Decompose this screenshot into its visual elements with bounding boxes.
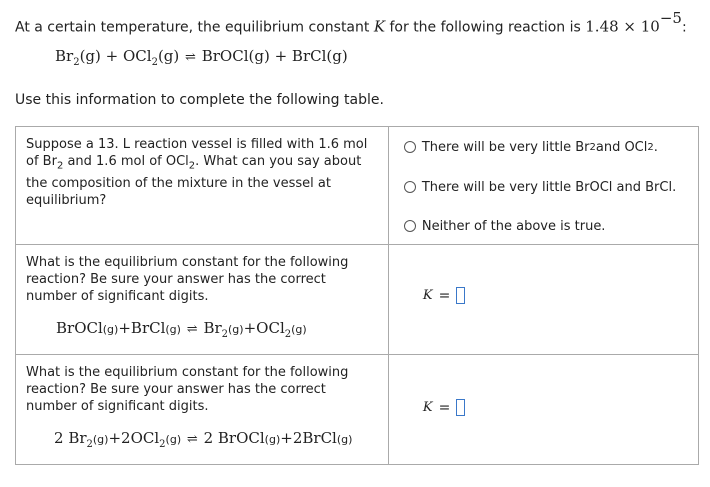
table-row — [16, 127, 699, 245]
reaction-equation-3 — [16, 415, 388, 450]
eq-coef: 2 — [54, 429, 69, 447]
question-cell — [16, 355, 389, 465]
reactant-br2-sub: 2 — [73, 57, 80, 68]
plus-sign: + — [108, 429, 122, 447]
question-part: . What can you say about the composition of the mixture in the vessel at equilibrium? — [26, 154, 362, 208]
answer-table — [15, 126, 699, 465]
product-brcl-phase: (g) — [326, 47, 348, 65]
eq-phase: (g) — [264, 433, 281, 446]
radio-option-little-reactants[interactable] — [404, 137, 698, 157]
radio-button[interactable] — [404, 141, 416, 153]
product-brocl: BrOCl — [201, 47, 249, 65]
intro-middle: for the following reaction is — [385, 19, 586, 36]
question-text — [16, 127, 388, 209]
eq-coef: 2 — [121, 429, 131, 447]
question-part: and 1.6 mol of OCl — [63, 154, 189, 169]
answer-cell — [388, 245, 698, 355]
option-sub: 2 — [647, 141, 654, 153]
question-part: Suppose a 13. L reaction vessel is filled with 1.6 mol of Br — [26, 137, 368, 169]
intro-prefix: At a certain temperature, the equilibrium constant — [15, 19, 374, 36]
reaction-equation — [55, 47, 348, 68]
eq-term: BrOCl — [217, 429, 265, 447]
question-cell — [16, 245, 389, 355]
reactant-ocl2: OCl — [123, 47, 152, 65]
k-answer-input[interactable] — [456, 287, 465, 304]
eq-phase: (g) — [165, 433, 182, 446]
options-cell — [388, 127, 698, 245]
question-cell — [16, 127, 389, 245]
reactant-br2: Br — [55, 47, 74, 65]
reactant-br2-phase: (g) — [79, 47, 101, 65]
k-mantissa: 1.48 × 10 — [585, 17, 660, 36]
product-brocl-phase: (g) — [248, 47, 270, 65]
radio-button[interactable] — [404, 220, 416, 232]
eq-sub: 2 — [159, 439, 166, 450]
radio-button[interactable] — [404, 181, 416, 193]
reactant-ocl2-phase: (g) — [157, 47, 180, 65]
instruction-text: Use this information to complete the following table. — [15, 92, 384, 108]
option-label: . — [653, 139, 658, 155]
eq-term: OCl — [256, 319, 285, 337]
radio-option-neither[interactable] — [404, 216, 698, 236]
option-label: and OCl — [595, 139, 648, 155]
k-answer-line — [423, 287, 698, 304]
question-sub: 2 — [56, 160, 64, 172]
question-sub: 2 — [188, 160, 196, 172]
option-label: There will be very little BrOCl and BrCl. — [421, 179, 677, 195]
plus-sign: + — [280, 429, 293, 447]
table-row — [16, 355, 699, 465]
radio-option-little-products[interactable] — [404, 177, 698, 197]
eq-sub: 2 — [284, 329, 292, 340]
equals-sign: = — [438, 287, 451, 304]
eq-phase: (g) — [291, 323, 307, 336]
eq-phase: (g) — [228, 323, 244, 336]
option-label: There will be very little Br — [421, 139, 590, 155]
table-row — [16, 245, 699, 355]
reactant-ocl2-sub: 2 — [151, 57, 158, 68]
eq-phase: (g) — [165, 323, 181, 336]
eq-term: OCl — [130, 429, 160, 447]
k-answer-line — [423, 399, 698, 416]
reaction-equation-2 — [16, 305, 388, 340]
option-label: Neither of the above is true. — [421, 218, 606, 234]
option-sub: 2 — [589, 141, 596, 153]
k-exponent: −5 — [659, 9, 682, 27]
eq-sub: 2 — [86, 439, 93, 450]
question-text: What is the equilibrium constant for the following reaction? Be sure your answer has the correct number of significant digits. — [26, 255, 349, 304]
plus-sign: + — [243, 319, 257, 337]
plus-sign: + — [100, 47, 123, 65]
eq-coef: 2 — [292, 429, 303, 447]
answer-cell — [388, 355, 698, 465]
product-brcl: BrCl — [291, 47, 327, 65]
equilibrium-arrow-icon: ⇌ — [186, 432, 198, 447]
equals-sign: = — [438, 399, 451, 416]
eq-phase: (g) — [102, 323, 119, 336]
k-label: K — [422, 400, 433, 415]
question-text: What is the equilibrium constant for the following reaction? Be sure your answer has the correct number of significant digits. — [26, 365, 349, 414]
eq-term: BrCl — [302, 429, 337, 447]
k-answer-input[interactable] — [456, 399, 465, 416]
k-symbol: K — [373, 17, 386, 36]
plus-sign: + — [118, 319, 131, 337]
eq-term: Br — [203, 319, 222, 337]
equilibrium-arrow-icon: ⇌ — [186, 322, 198, 337]
problem-intro — [15, 9, 687, 36]
eq-term: BrOCl — [56, 319, 103, 337]
eq-term: BrCl — [130, 319, 166, 337]
eq-term: Br — [68, 429, 87, 447]
eq-phase: (g) — [92, 433, 109, 446]
eq-sub: 2 — [221, 329, 229, 340]
k-label: K — [422, 288, 433, 303]
eq-coef: 2 — [203, 429, 218, 447]
eq-phase: (g) — [336, 433, 353, 446]
equilibrium-arrow-icon: ⇌ — [185, 50, 196, 65]
intro-suffix: : — [681, 19, 687, 36]
plus-sign: + — [269, 47, 292, 65]
